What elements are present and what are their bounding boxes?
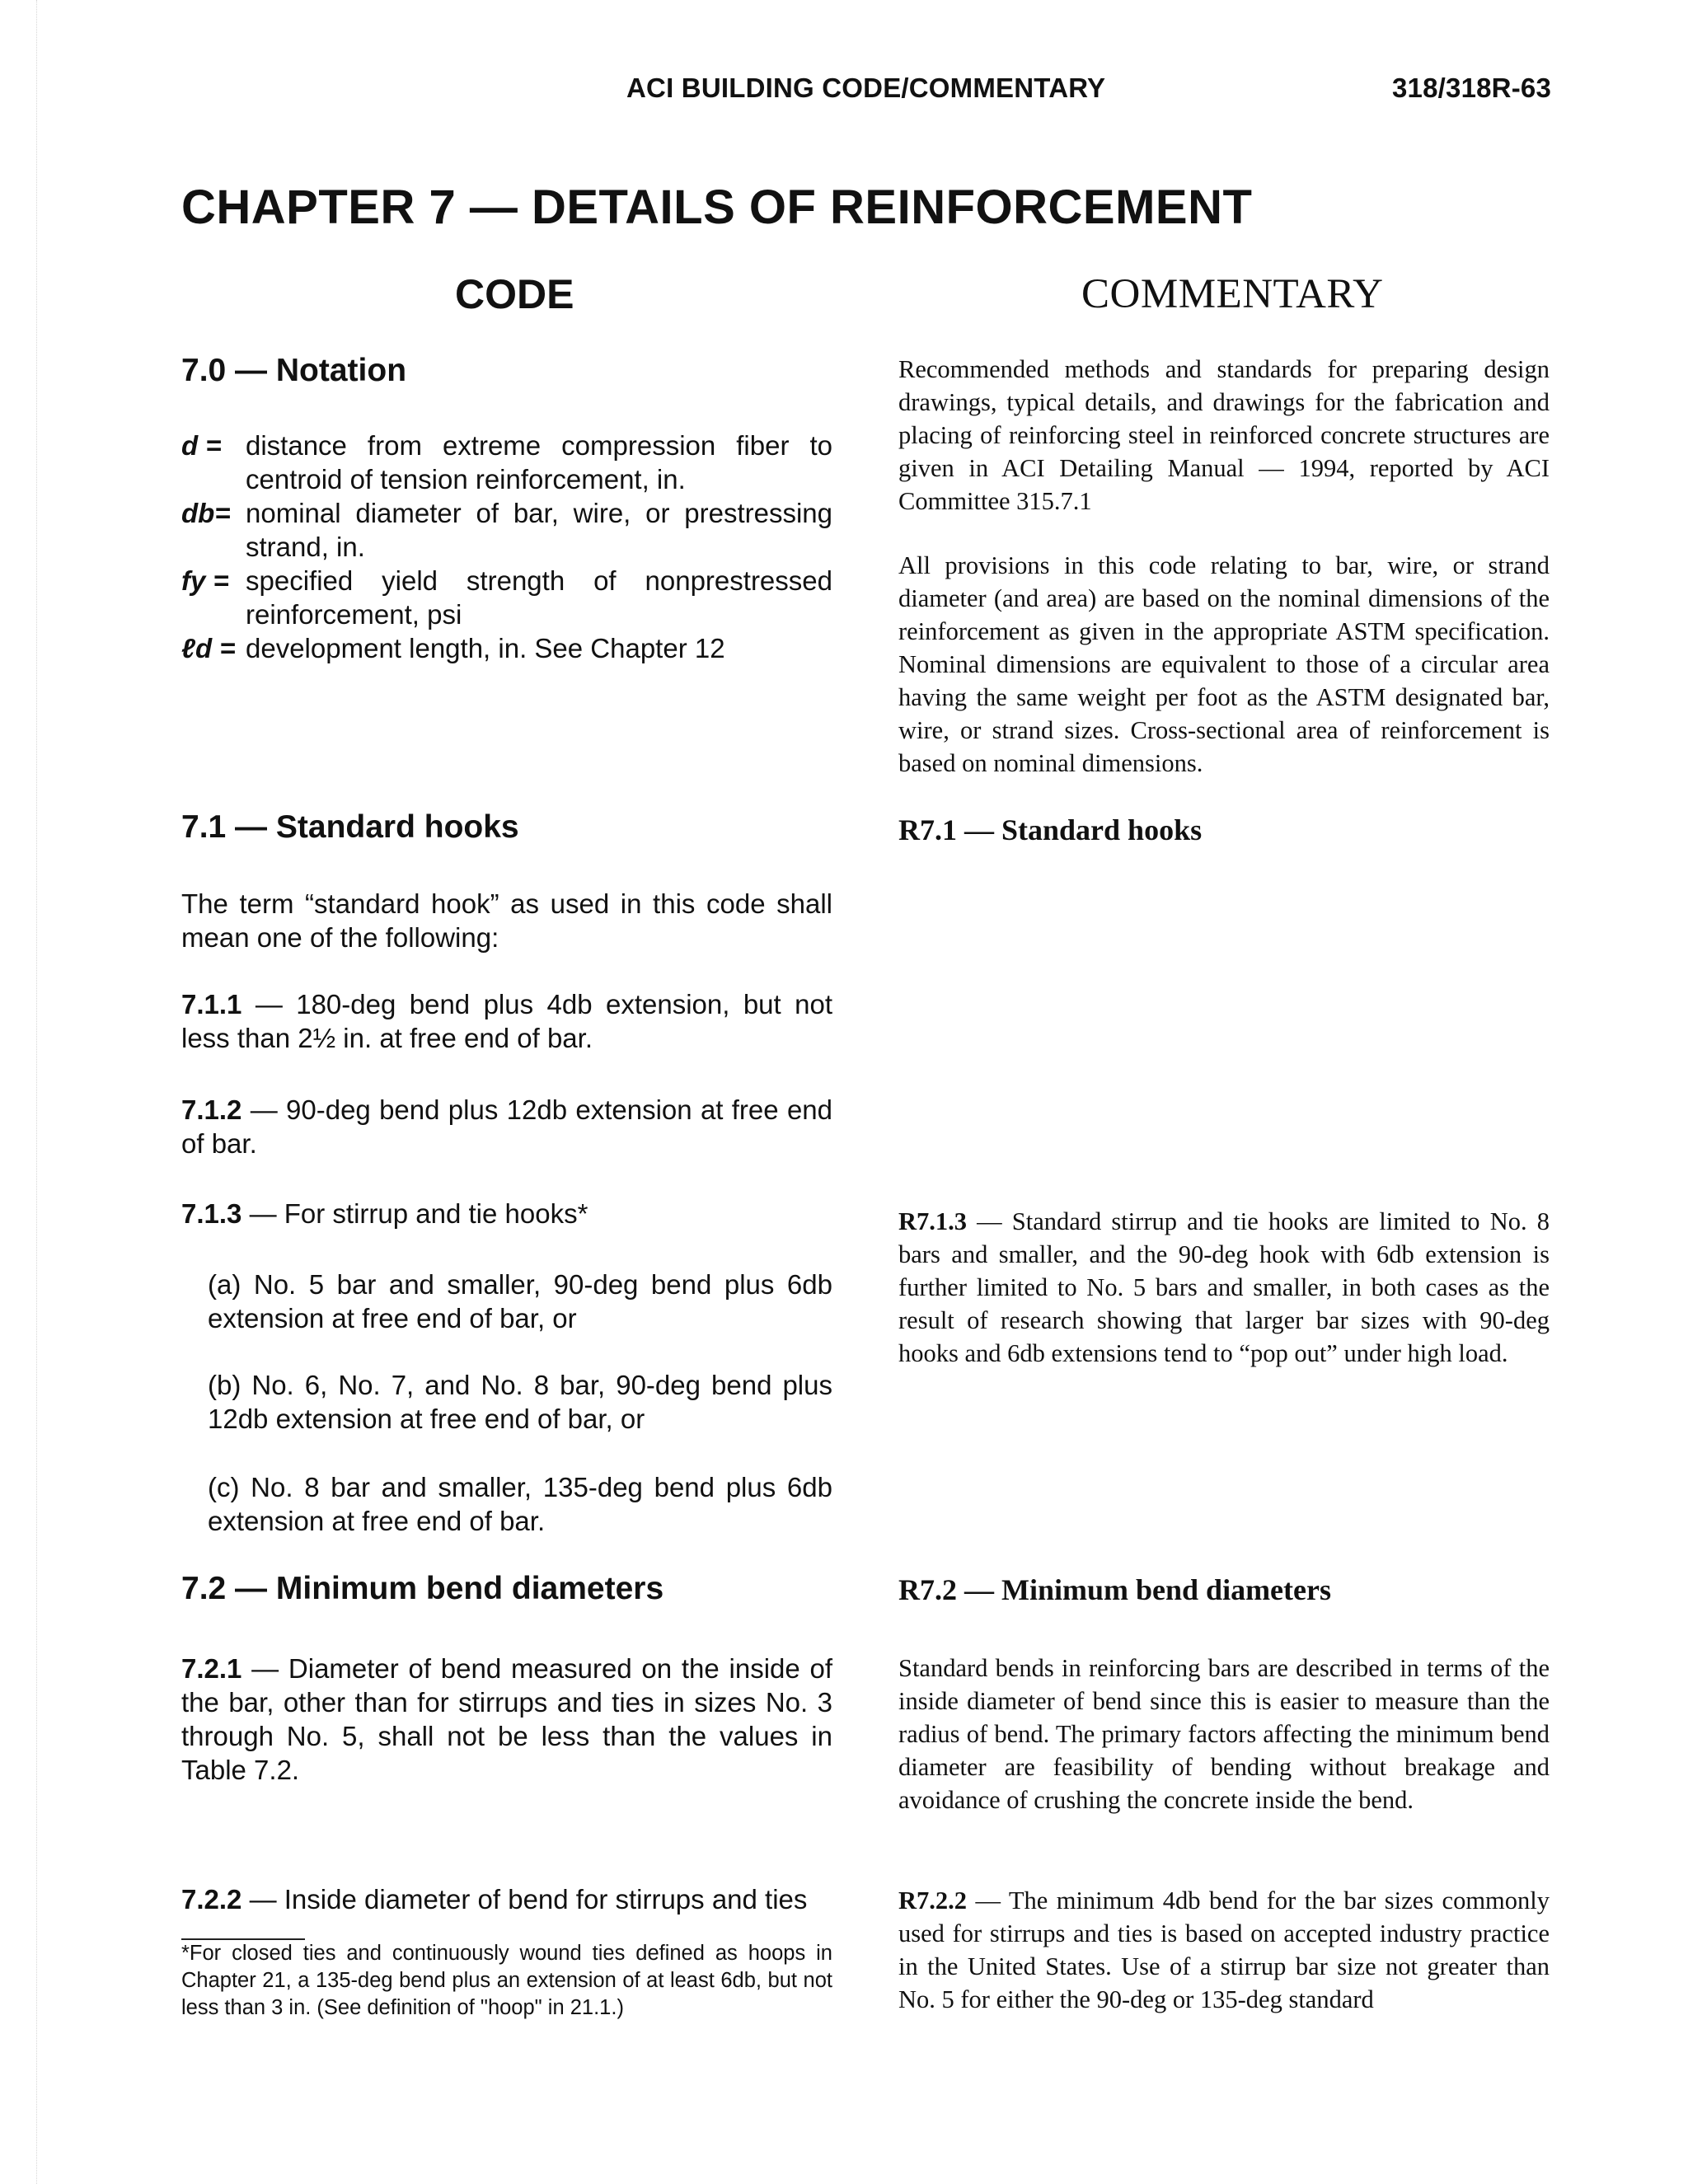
paragraph: Recommended methods and standards for preparing design drawings, typical details, and drawings for the fabrication and placing of reinforcing steel in reinforced concrete structures are given in ACI Detailing Manual — 1994, reported by ACI Committee 315.7.1	[898, 355, 1550, 515]
section-7-1-3-c	[181, 1470, 832, 1538]
footnote-text: *For closed ties and continuously wound ties defined as hoops in Chapter 21, a 135-deg bend plus an extension of at least 6db, but not less than 3 in. (See definition of "hoop" in 21.1.)	[181, 1942, 832, 2019]
scan-margin-line	[36, 0, 37, 2184]
clause-text: — 90-deg bend plus 12db extension at free end of bar.	[181, 1094, 832, 1159]
section-7-2-2	[181, 1882, 832, 1916]
notation-definition: nominal diameter of bar, wire, or prestressing strand, in.	[246, 498, 832, 562]
notation-definition: distance from extreme compression fiber to centroid of tension reinforcement, in.	[246, 430, 832, 494]
commentary-r7-2	[898, 1652, 1550, 1816]
paragraph: All provisions in this code relating to bar, wire, or strand diameter (and area) are based on the nominal dimensions of the reinforcement as given in the appropriate ASTM specification. Nominal dimensions are equivalent to those of a circular area having the same weight per foot as the ASTM designated bar, wire, or strand sizes. Cross-sectional area of reinforcement is based on nominal dimensions.	[898, 551, 1550, 777]
clause-number: 7.1.1	[181, 989, 242, 1019]
section-7-1-3-b	[181, 1368, 832, 1436]
paragraph: (a) No. 5 bar and smaller, 90-deg bend plus 6db extension at free end of bar, or	[208, 1269, 832, 1333]
clause-text: — 180-deg bend plus 4db extension, but not less than 2½ in. at free end of bar.	[181, 989, 832, 1053]
paragraph: The term “standard hook” as used in this code shall mean one of the following:	[181, 888, 832, 953]
commentary-nominal-dimensions	[898, 549, 1550, 780]
section-7-1-1	[181, 987, 832, 1055]
section-7-2-heading: 7.2 — Minimum bend diameters	[181, 1571, 664, 1606]
page-number: 318/318R-63	[1391, 73, 1551, 103]
notation-item	[181, 631, 832, 665]
commentary-r7-2-2	[898, 1884, 1550, 2016]
notation-definition: specified yield strength of nonprestressed reinforcement, psi	[246, 565, 832, 630]
commentary-intro	[898, 353, 1550, 518]
running-head-title: ACI BUILDING CODE/COMMENTARY	[626, 73, 1106, 103]
clause-text: — For stirrup and tie hooks*	[241, 1198, 588, 1229]
commentary-column-heading: COMMENTARY	[1081, 271, 1384, 317]
clause-number: 7.2.1	[181, 1653, 242, 1684]
clause-number: R7.1.3	[898, 1207, 968, 1235]
commentary-r7-1-3	[898, 1205, 1550, 1370]
section-7-1-heading: 7.1 — Standard hooks	[181, 809, 519, 845]
chapter-title: CHAPTER 7 — DETAILS OF REINFORCEMENT	[181, 180, 1253, 234]
clause-text: — The minimum 4db bend for the bar sizes commonly used for stirrups and ties is based on accepted industry practice in the United States. Use of a stirrup bar size not greater than No. 5 for either the 90-deg or 135-deg standard	[898, 1886, 1550, 2013]
section-7-1-3	[181, 1197, 832, 1230]
footnote	[181, 1940, 832, 2022]
clause-text: — Diameter of bend measured on the inside of the bar, other than for stirrups and ties in sizes No. 3 through No. 5, shall not be less than the values in Table 7.2.	[181, 1653, 832, 1785]
clause-number: 7.1.2	[181, 1094, 242, 1125]
section-7-0-heading: 7.0 — Notation	[181, 353, 407, 388]
paragraph: Standard bends in reinforcing bars are described in terms of the inside diameter of bend since this is easier to measure than the radius of bend. The primary factors affecting the minimum bend diameter are feasibility of bending without breakage and avoidance of crushing the concrete inside the bend.	[898, 1654, 1550, 1814]
clause-text: — Standard stirrup and tie hooks are limited to No. 8 bars and smaller, and the 90-deg hook with 6db extension is further limited to No. 5 bars and smaller, in both cases as the result of research showing that larger bar sizes with 90-deg hooks and 6db extensions tend to “pop out” under high load.	[898, 1207, 1550, 1367]
notation-item	[181, 496, 832, 564]
paragraph: (c) No. 8 bar and smaller, 135-deg bend plus 6db extension at free end of bar.	[208, 1472, 832, 1536]
clause-number: 7.1.3	[181, 1198, 242, 1229]
commentary-r7-1-heading: R7.1 — Standard hooks	[898, 813, 1203, 846]
notation-symbol: fy =	[181, 565, 229, 596]
notation-symbol: d =	[181, 430, 222, 461]
clause-number: R7.2.2	[898, 1886, 968, 1915]
clause-number: 7.2.2	[181, 1884, 242, 1915]
paragraph: (b) No. 6, No. 7, and No. 8 bar, 90-deg bend plus 12db extension at free end of bar, or	[208, 1370, 832, 1434]
commentary-r7-2-heading: R7.2 — Minimum bend diameters	[898, 1573, 1331, 1606]
section-7-2-1	[181, 1652, 832, 1787]
notation-symbol: db=	[181, 498, 231, 528]
code-column-heading: CODE	[455, 271, 574, 317]
notation-item	[181, 564, 832, 631]
notation-list	[181, 429, 832, 665]
notation-definition: development length, in. See Chapter 12	[246, 633, 725, 663]
clause-text: — Inside diameter of bend for stirrups and ties	[241, 1884, 808, 1915]
section-7-1-intro	[181, 887, 832, 954]
notation-symbol: ℓd =	[181, 633, 236, 663]
notation-item	[181, 429, 832, 496]
section-7-1-3-a	[181, 1268, 832, 1335]
section-7-1-2	[181, 1093, 832, 1160]
